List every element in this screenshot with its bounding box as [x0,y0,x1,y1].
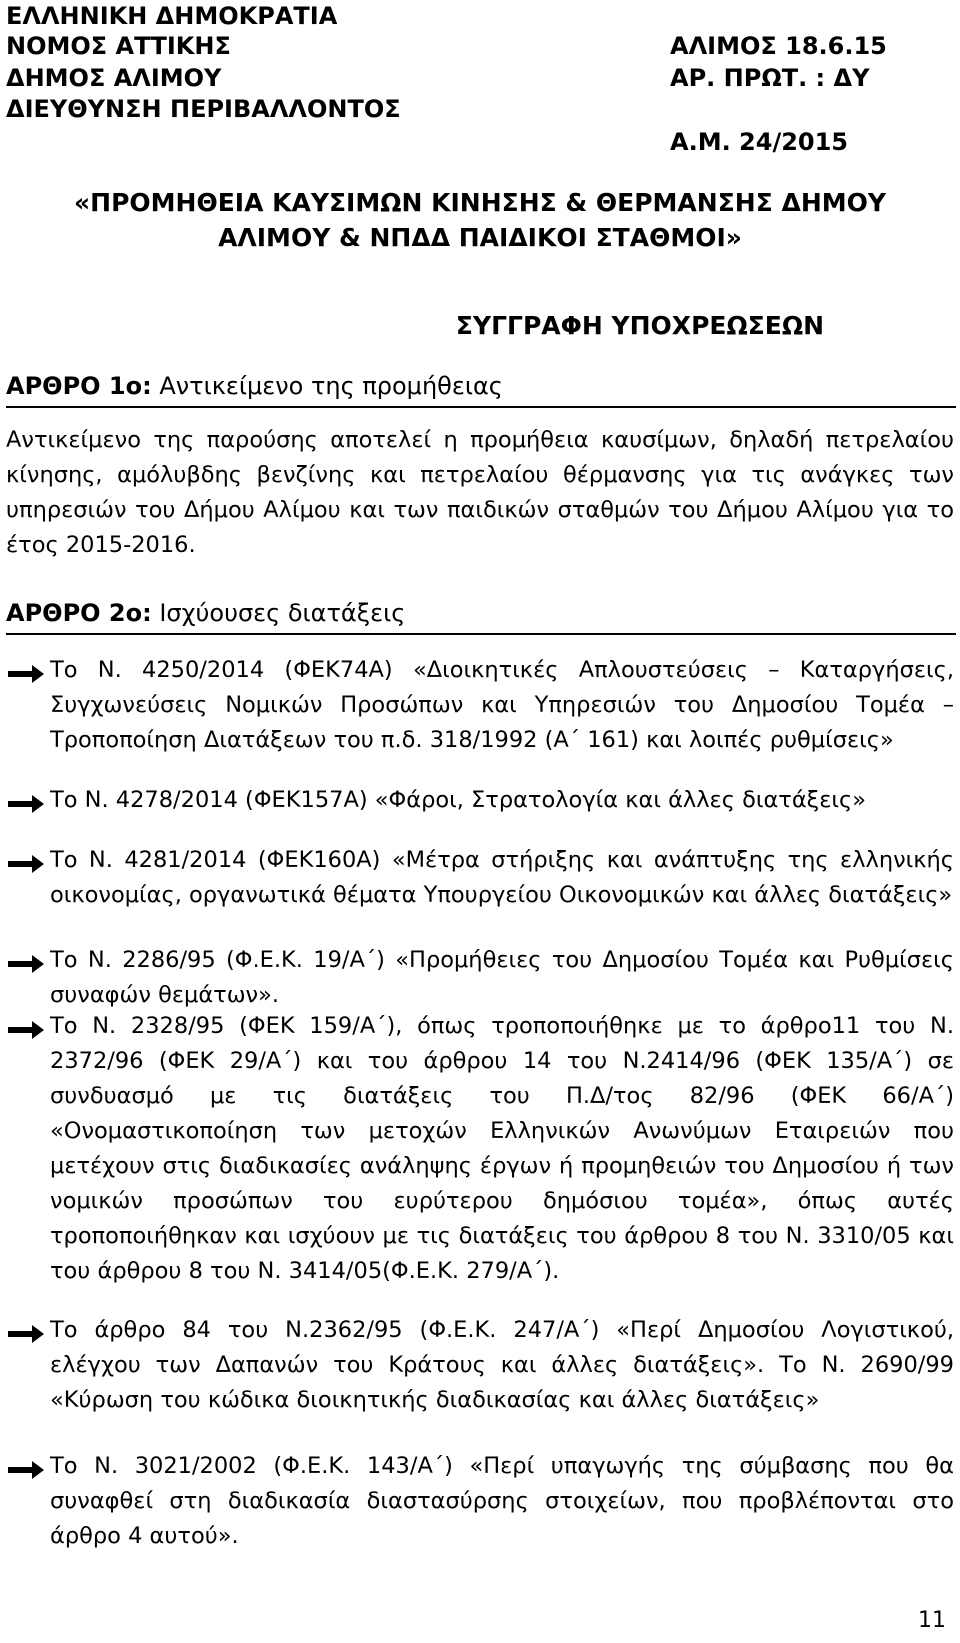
law-item: Το Ν. 3021/2002 (Φ.Ε.Κ. 143/Α΄) «Περί υπαγωγής της σύμβασης που θα συναφθεί στη διαδικασία διαστασύρσης στοιχείων, που προβλέπονται στο άρθρο 4 αυτού». [50,1453,954,1549]
law-item: Το Ν. 4278/2014 (ΦΕΚ157Α) «Φάροι, Στρατολογία και άλλες διατάξεις» [50,787,866,813]
law-item: Το άρθρο 84 του Ν.2362/95 (Φ.Ε.Κ. 247/Α΄) «Περί Δημοσίου Λογιστικού, ελέγχου των Δαπανών του Κράτους και άλλες διατάξεις». Το Ν. 2690/99 «Κύρωση του κώδικα διοικητικής διαδικασίας και άλλες διατάξεις» [50,1317,954,1413]
doc-title-line1: «ΠΡΟΜΗΘΕΙΑ ΚΑΥΣΙΜΩΝ ΚΙΝΗΣΗΣ & ΘΕΡΜΑΝΣΗΣ ΔΗΜΟΥ [74,188,886,217]
arrow-bullet-icon [6,1458,46,1482]
article1-rule [6,406,956,408]
doc-title-line2: ΑΛΙΜΟΥ & ΝΠΔΔ ΠΑΙΔΙΚΟΙ ΣΤΑΘΜΟΙ» [218,223,742,252]
law-item: Το Ν. 4281/2014 (ΦΕΚ160Α) «Μέτρα στήριξης και ανάπτυξης της ελληνικής οικονομίας, οργανωτικά θέματα Υπουργείου Οικονομικών και άλλες διατάξεις» [50,847,954,908]
article2-heading [6,597,405,629]
law-item: Το Ν. 2286/95 (Φ.Ε.Κ. 19/Α΄) «Προμήθειες του Δημοσίου Τομέα και Ρυθμίσεις συναφών θεμάτων». [50,947,954,1008]
header-am: Α.Μ. 24/2015 [670,128,849,156]
law-item: Το Ν. 4250/2014 (ΦΕΚ74Α) «Διοικητικές Απλουστεύσεις – Καταργήσεις, Συγχωνεύσεις Νομικών Προσώπων και Υπηρεσιών του Δημοσίου Τομέα – Τροποποίηση Διατάξεων του π.δ. 318/1992 (Α΄ 161) και λοιπές ρυθμίσεις» [50,657,954,753]
arrow-bullet-icon [6,662,46,686]
article2-title: Ισχύουσες διατάξεις [159,599,406,627]
article2-label: ΑΡΘΡΟ 2ο: [6,599,152,627]
article2-rule [6,633,956,635]
arrow-bullet-icon [6,792,46,816]
header-date: ΑΛΙΜΟΣ 18.6.15 [670,32,887,60]
header-country: ΕΛΛΗΝΙΚΗ ΔΗΜΟΚΡΑΤΙΑ [6,2,338,30]
law-item: Το Ν. 2328/95 (ΦΕΚ 159/Α΄), όπως τροποποιήθηκε με το άρθρο11 του Ν. 2372/96 (ΦΕΚ 29/Α΄) και του άρθρου 14 του Ν.2414/96 (ΦΕΚ 135/Α΄) σε συνδυασμό με τις διατάξεις του Π.Δ/τος 82/96 (ΦΕΚ 66/Α΄) «Ονομαστικοποίηση των μετοχών Ελληνικών Ανωνύμων Εταιρειών που μετέχουν στις διαδικασίες ανάληψης έργων ή προμηθειών του Δημοσίου ή των νομικών προσώπων του ευρύτερου δημόσιου τομέα», όπως αυτές τροποποιήθηκαν και ισχύουν με τις διατάξεις του άρθρου 8 του Ν. 3310/05 και του άρθρου 8 του Ν. 3414/05(Φ.Ε.Κ. 279/Α΄). [50,1013,954,1284]
header-directorate: ΔΙΕΥΘΥΝΣΗ ΠΕΡΙΒΑΛΛΟΝΤΟΣ [6,95,401,123]
article1-title: Αντικείμενο της προμήθειας [159,372,503,400]
article1-label: ΑΡΘΡΟ 1ο: [6,372,152,400]
doc-subtitle: ΣΥΓΓΡΑΦΗ ΥΠΟΧΡΕΩΣΕΩΝ [455,311,825,340]
header-protocol: ΑΡ. ΠΡΩΤ. : ΔΥ [670,64,870,92]
header-municipality: ΔΗΜΟΣ ΑΛΙΜΟΥ [6,64,222,92]
header-prefecture: ΝΟΜΟΣ ΑΤΤΙΚΗΣ [6,32,231,60]
article1-text: Αντικείμενο της παρούσης αποτελεί η προμήθεια καυσίμων, δηλαδή πετρελαίου κίνησης, αμόλυβδης βενζίνης και πετρελαίου θέρμανσης για τις ανάγκες των υπηρεσιών του Δήμου Αλίμου και των παιδικών σταθμών του Δήμου Αλίμου για το έτος 2015-2016. [6,427,954,558]
arrow-bullet-icon [6,1322,46,1346]
arrow-bullet-icon [6,852,46,876]
article1-heading [6,370,503,402]
arrow-bullet-icon [6,952,46,976]
page-number: 11 [918,1608,946,1633]
arrow-bullet-icon [6,1018,46,1042]
